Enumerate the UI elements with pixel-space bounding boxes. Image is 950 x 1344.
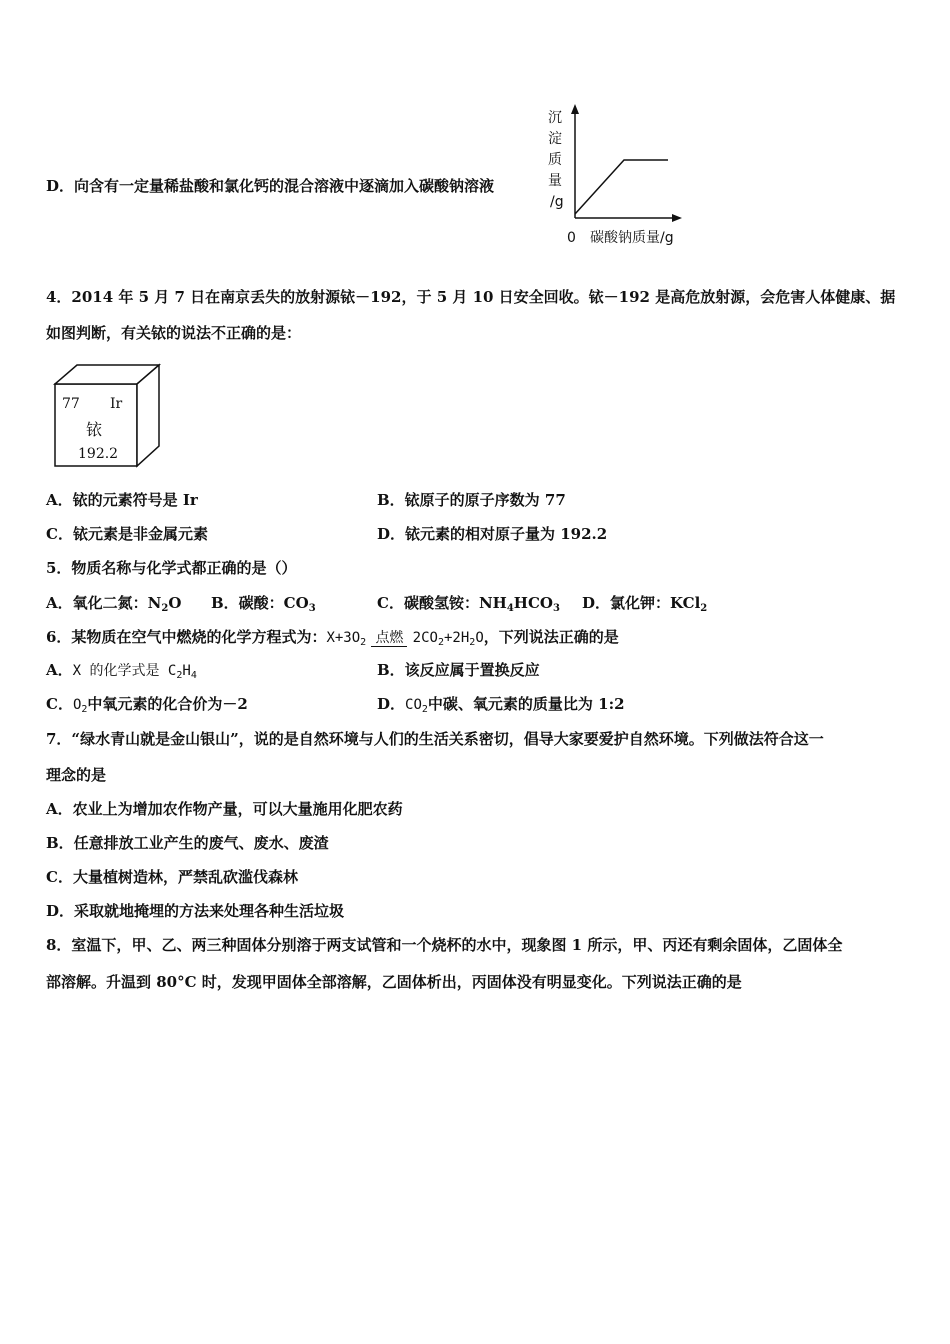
iridium-element-cube [52, 362, 164, 470]
q4-option-b: B．铱原子的原子序数为 77 [377, 491, 566, 509]
q4-stem-line2: 如图判断，有关铱的说法不正确的是： [46, 324, 302, 342]
q7-option-a: A．农业上为增加农作物产量，可以大量施用化肥农药 [46, 800, 403, 818]
q5-option-c: C．碳酸氢铵：$NH_4HCO_3$ [377, 594, 560, 614]
q5-stem: 5．物质名称与化学式都正确的是（） [46, 559, 297, 577]
q7-stem-line2: 理念的是 [46, 766, 107, 784]
q4-option-c: C．铱元素是非金属元素 [46, 525, 208, 543]
q5-option-a: A．氧化二氮：$N_2O$ [46, 594, 182, 614]
y-label-unit: /g [550, 194, 564, 210]
atomic-mass: 192.2 [78, 446, 119, 462]
atomic-number: 77 [62, 396, 80, 412]
q7-stem-line1: 7．“绿水青山就是金山银山”，说的是自然环境与人们的生活关系密切，倡导大家要爱护自然环境。下列做法符合这一 [46, 730, 824, 748]
q6-stem: 6．某物质在空气中燃烧的化学方程式为：$X+3O_2$ 点燃 $2CO_2+2H_2O$，下列说法正确的是 [46, 628, 619, 648]
x-axis-label: 碳酸钠质量/g [590, 230, 674, 246]
q4-option-a: A．铱的元素符号是 Ir [46, 491, 198, 509]
q6-option-c: C．$O_2$中氧元素的化合价为－2 [46, 695, 248, 715]
equation-products: $2CO_2+2H_2O$ [412, 630, 484, 648]
element-symbol: Ir [110, 396, 123, 412]
q6-option-a: A．X 的化学式是 $C_2H_4$ [46, 661, 197, 681]
element-name: 铱 [86, 420, 103, 439]
q5-option-d: D．氯化钾：KCl$_2$ [582, 594, 708, 614]
equation-reactants: $X+3O_2$ [326, 630, 367, 648]
q4-option-d: D．铱元素的相对原子量为 192.2 [377, 525, 608, 543]
origin-label: 0 [567, 230, 576, 246]
y-axis-arrow [571, 104, 579, 114]
q8-stem-line2: 部溶解。升温到 80°C 时，发现甲固体全部溶解，乙固体析出，丙固体没有明显变化。下列说法正确的是 [46, 973, 742, 991]
y-label-char: 沉 [548, 110, 562, 126]
q7-option-b: B．任意排放工业产生的废气、废水、废渣 [46, 834, 329, 852]
q7-option-d: D．采取就地掩埋的方法来处理各种生活垃圾 [46, 902, 345, 920]
x-axis-arrow [672, 214, 682, 222]
q6-option-d: D．$CO_2$中碳、氧元素的质量比为 1:2 [377, 695, 625, 715]
reaction-condition: 点燃 [371, 630, 407, 647]
y-label-char: 淀 [548, 131, 562, 147]
q3-option-d: D．向含有一定量稀盐酸和氯化钙的混合溶液中逐滴加入碳酸钠溶液 [46, 177, 495, 195]
precipitate-curve [575, 160, 668, 214]
q4-stem-line1: 4．2014 年 5 月 7 日在南京丢失的放射源铱－192，于 5 月 10 日安全回收。铱－192 是高危放射源，会危害人体健康、据 [46, 288, 896, 306]
q5-option-b: B．碳酸：$CO_3$ [211, 594, 316, 614]
precipitate-graph [540, 100, 700, 250]
y-label-char: 量 [548, 173, 562, 189]
y-label-char: 质 [548, 152, 562, 168]
q8-stem-line1: 8．室温下，甲、乙、两三种固体分别溶于两支试管和一个烧杯的水中，现象图 1 所示，甲、丙还有剩余固体，乙固体全 [46, 936, 843, 954]
q6-option-b: B．该反应属于置换反应 [377, 661, 540, 679]
q7-option-c: C．大量植树造林，严禁乱砍滥伐森林 [46, 868, 298, 886]
